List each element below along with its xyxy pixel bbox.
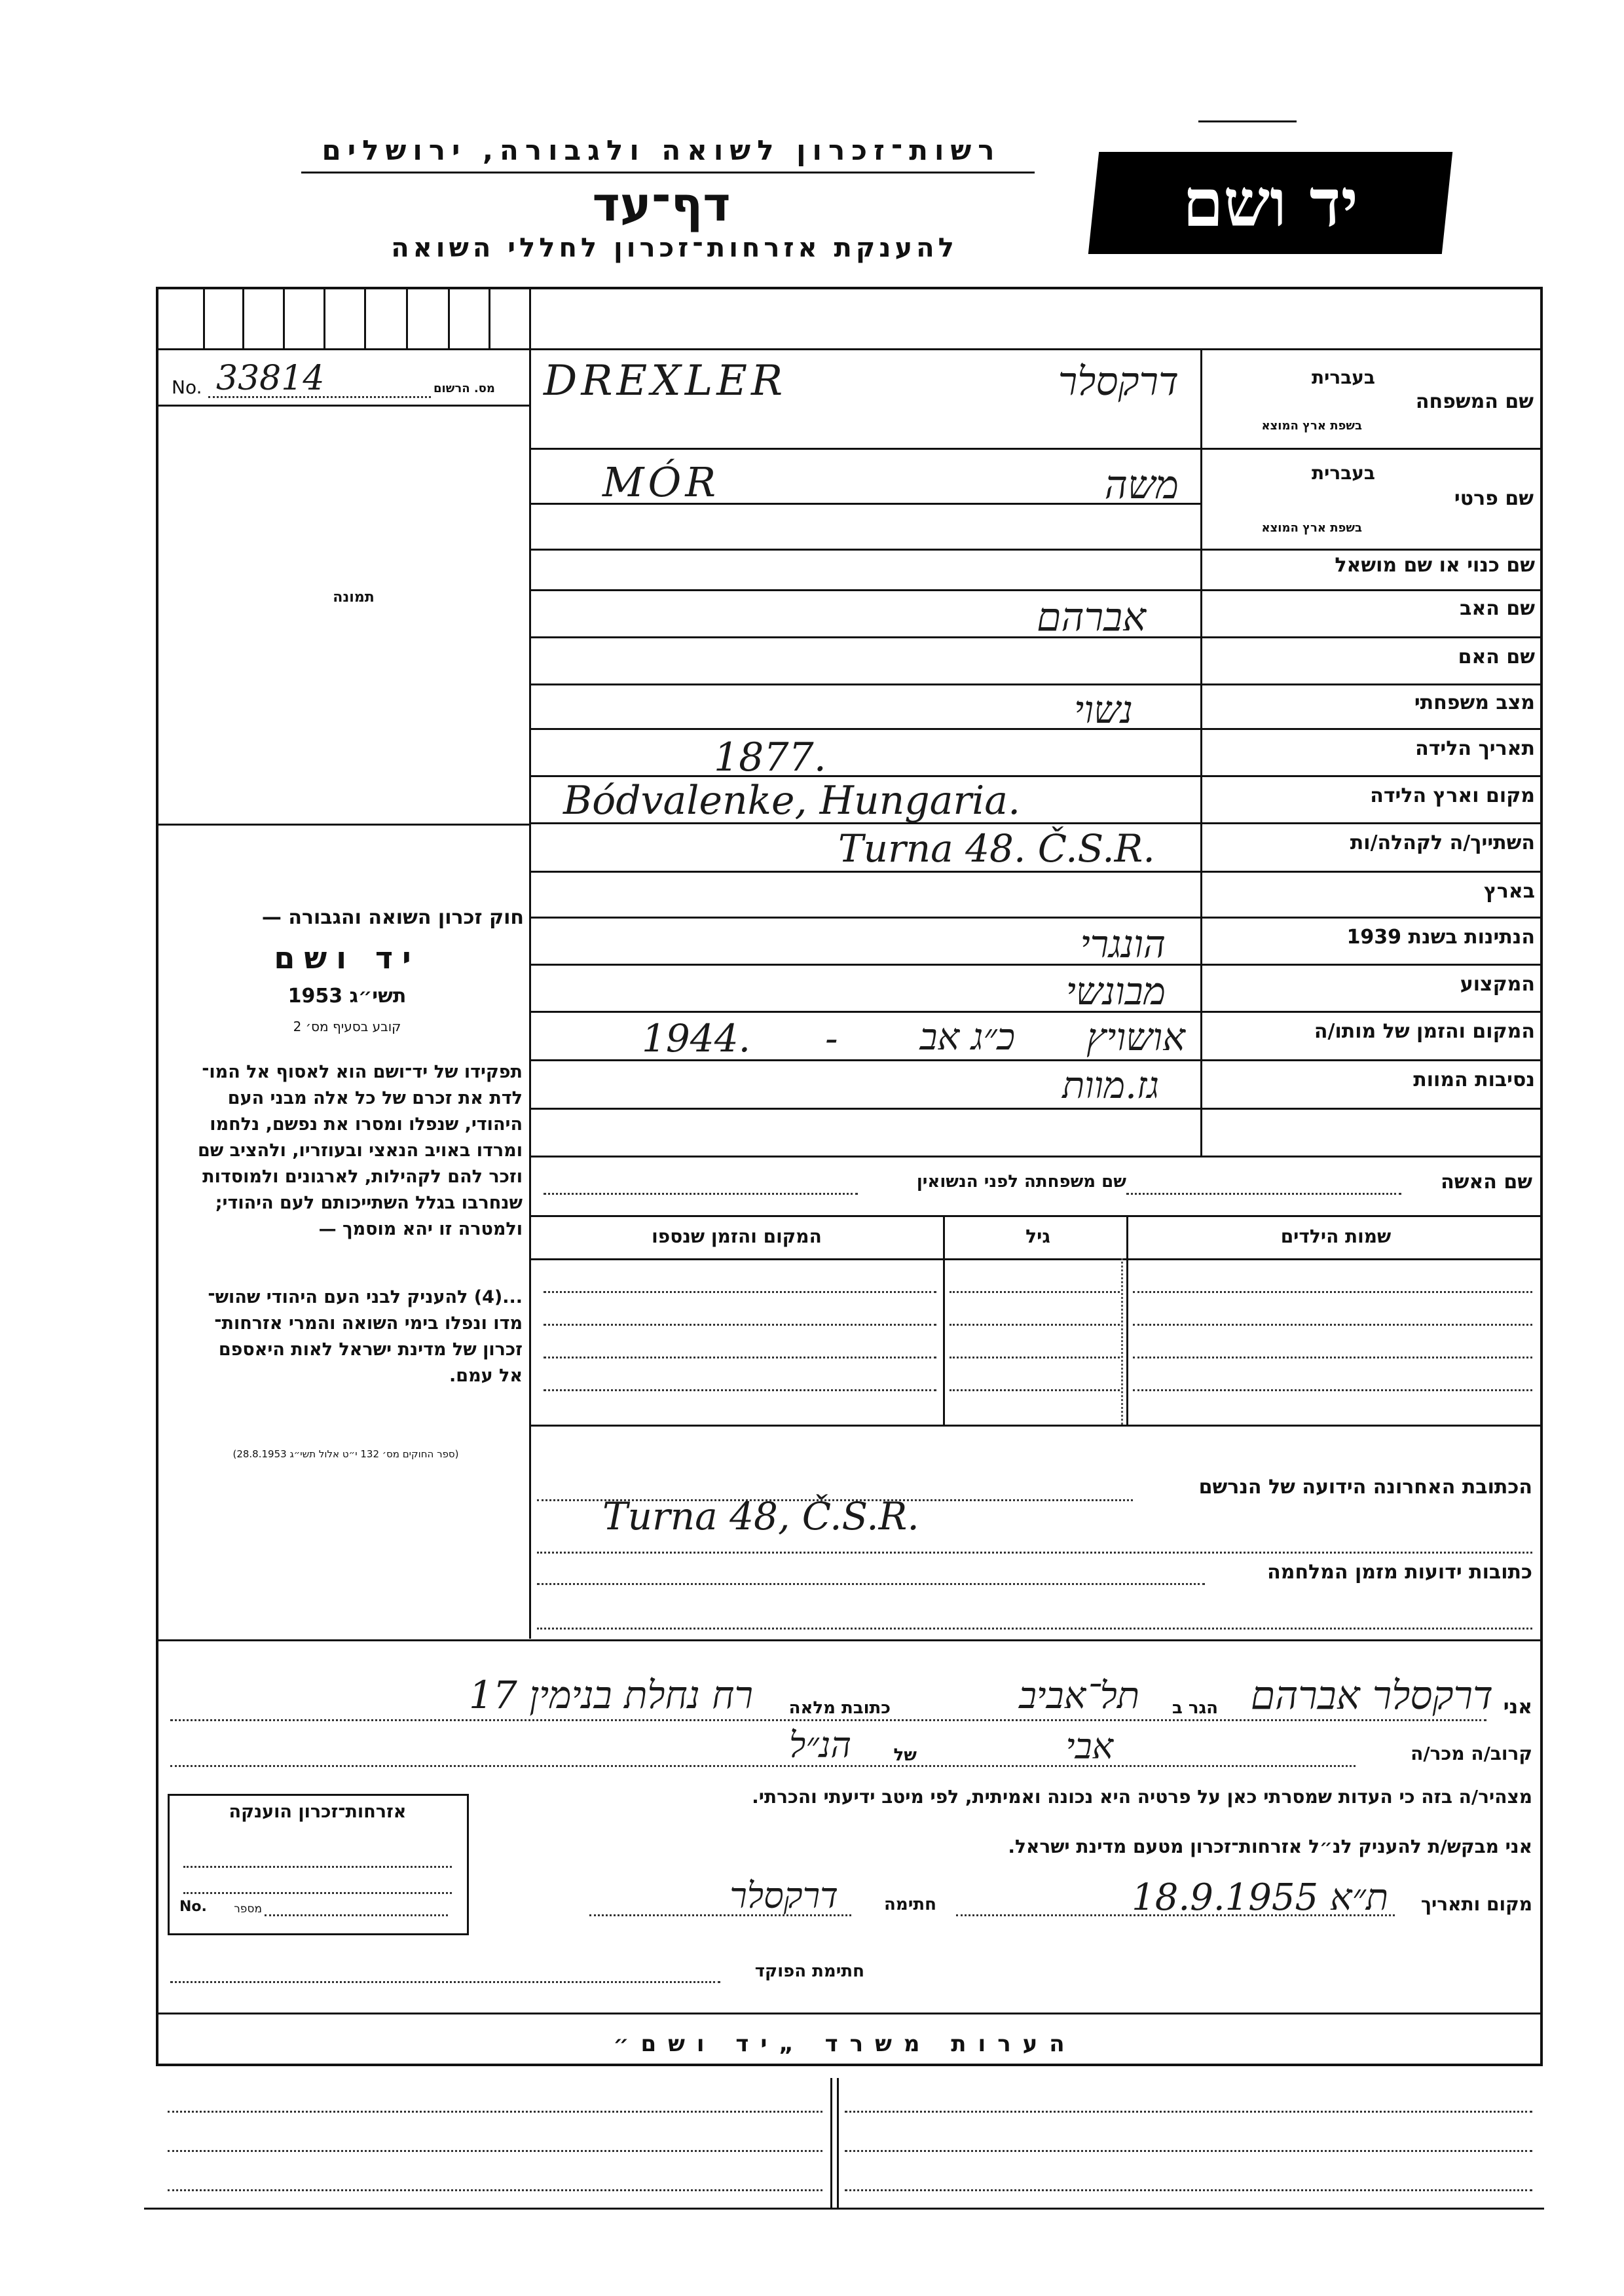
signature-value: דרקסלר: [729, 1875, 838, 1916]
children-row-dotline: [950, 1389, 1120, 1391]
yad-vashem-logo: [1088, 152, 1452, 254]
profession-label: המקצוע: [1460, 973, 1535, 996]
children-row-dotline: [950, 1291, 1120, 1293]
place-date-dotline: [956, 1914, 1395, 1916]
first-name-latin: MÓR: [602, 458, 720, 506]
registration-label: מס. הרשום: [434, 382, 495, 395]
hebrew-label-surname: בעברית: [1311, 367, 1375, 388]
death-year: 1944.: [642, 1016, 751, 1061]
row-line: [529, 1156, 1543, 1157]
full-address-label: כתובת מלאה: [788, 1698, 891, 1718]
citizenship-value: הונגרי: [1080, 922, 1166, 966]
relative-dotline: [170, 1765, 1356, 1767]
declaration-text: מצהיר/ה בזה כי העדות שמסרתי כאן על פרטיה היא נכונה ואמיתית, לפי מיטב ידיעתי והכרתי.: [752, 1786, 1532, 1808]
children-row-dotline: [1133, 1291, 1532, 1293]
remarks-dotline: [168, 2189, 822, 2191]
death-dash: -: [825, 1016, 838, 1061]
registration-no-prefix: No.: [172, 376, 202, 398]
citizenship-box-dotline: [183, 1866, 452, 1868]
children-divider-1: [943, 1215, 945, 1425]
first-name-label: שם פרטי: [1454, 487, 1534, 510]
law-paragraph-2: [169, 1285, 523, 1389]
children-bottom-line: [529, 1425, 1543, 1427]
remarks-dotline: [168, 2111, 822, 2113]
local-lang-label-firstname: בשפת ארץ המוצא: [1261, 521, 1362, 535]
authority-underline: [301, 172, 1035, 173]
children-row-dotline: [544, 1324, 936, 1326]
children-col-age: גיל: [1025, 1226, 1050, 1247]
law-clause: קובע בסעיף מס׳ 2: [293, 1019, 401, 1034]
row-line: [529, 448, 1543, 450]
children-row-dotline: [950, 1357, 1120, 1358]
declarant-city: תל־אביב: [1018, 1675, 1139, 1717]
row-line: [529, 775, 1543, 777]
surname-label: שם המשפחה: [1415, 390, 1534, 413]
declarant-ani: אני: [1503, 1696, 1532, 1719]
photo-bottom-line: [156, 824, 529, 826]
law-line: וזכר להם לקהילות, לארגונים ולמוסדות: [202, 1167, 523, 1187]
row-line: [529, 917, 1543, 919]
children-col-names: שמות הילדים: [1280, 1226, 1392, 1247]
marital-value: נשוי: [1074, 687, 1133, 732]
officer-label: חתימת הפוקד: [754, 1961, 864, 1981]
children-divider-2: [1126, 1215, 1128, 1425]
death-label: המקום והזמן של מותו/ה: [1314, 1020, 1535, 1043]
remarks-dotline: [845, 2111, 1532, 2113]
law-year: תשי״ג 1953: [287, 985, 407, 1008]
birthplace-value: Bódvalenke, Hungaria.: [563, 778, 1021, 824]
box-divider: [283, 287, 285, 348]
form-subtitle: להענקת אזרחות־זכרון לחללי השואה: [391, 233, 958, 263]
box-divider: [203, 287, 205, 348]
nickname-label: שם כנוי או שם מושאל: [1335, 554, 1535, 577]
children-row-dotline: [950, 1324, 1120, 1326]
remarks-dotline: [168, 2150, 822, 2152]
last-address-value: Turna 48, Č.S.R.: [602, 1494, 919, 1539]
children-row-dotline: [544, 1389, 936, 1391]
form-title: דף־עד: [592, 177, 731, 232]
wife-row-line: [529, 1215, 1543, 1217]
remarks-dotline: [845, 2150, 1532, 2152]
remarks-divider-2: [837, 2078, 839, 2208]
place-date-value: ת״א 18.9.1955: [1132, 1876, 1388, 1919]
registration-dotline: [208, 396, 431, 398]
law-line: היהודי, שנפלו ומסרו את נפשם, נלחמו: [210, 1114, 523, 1135]
profession-value: מבונשי: [1065, 969, 1166, 1013]
law-line: תפקידו של יד־ושם הוא לאסוף אל המו־: [202, 1062, 523, 1082]
law-line: ומרדו באויב הנאצי ובעוזריו, ולהציב שם: [197, 1140, 523, 1161]
resides-label: הגר ב: [1172, 1698, 1218, 1718]
surname-latin: DREXLER: [544, 357, 787, 405]
box-divider: [323, 287, 325, 348]
community-value: Turna 48. Č.S.R.: [838, 826, 1155, 871]
circumstances-value: גז.מוות: [1062, 1065, 1159, 1107]
place-date-label: מקום ותאריך: [1420, 1893, 1532, 1915]
wartime-address-label: כתובות ידועות מזמן המלחמה: [1267, 1561, 1532, 1584]
death-date-hebrew: כ״ג אב: [919, 1016, 1015, 1059]
of-label: של: [893, 1745, 917, 1765]
birthdate-label: תאריך הלידה: [1415, 737, 1535, 760]
law-line: לדת את זכרם של כל אלה מבני העם: [227, 1088, 523, 1108]
declarant-name: דרקסלר אברהם: [1250, 1673, 1493, 1719]
relative-label: קרוב/ה מכר/ה: [1411, 1743, 1532, 1764]
top-row-line: [156, 348, 1543, 350]
law-line: שנחרבו בגלל השתייכותם לעם היהודי;: [215, 1193, 523, 1213]
birthdate-value: 1877.: [714, 735, 826, 780]
local-lang-label-surname: בשפת ארץ המוצא: [1261, 419, 1362, 433]
logo-text: יד ושם: [1183, 164, 1358, 242]
row-line: [529, 589, 1543, 591]
address-bottom-line: [156, 1639, 1543, 1641]
children-row-dotline: [544, 1291, 936, 1293]
registration-line: [156, 405, 529, 407]
citizenship-box-no-dotline: [265, 1914, 448, 1916]
death-place: אושויץ: [1086, 1015, 1185, 1059]
children-row-dotline: [1133, 1357, 1532, 1358]
wartime-dotline-2: [537, 1628, 1532, 1630]
photo-label: תמונה: [333, 589, 375, 606]
wife-dotline: [1126, 1193, 1401, 1195]
corner-mark: [1198, 120, 1297, 122]
remarks-title: הערות משרד „יד ושם״: [613, 2031, 1077, 2057]
wife-label: שם האשה: [1441, 1171, 1532, 1194]
citizenship-box-dotline-2: [183, 1892, 452, 1894]
children-row-dotline: [544, 1357, 936, 1358]
citizenship-box-no: No.: [179, 1899, 207, 1915]
law-line: זכרון של מדינת ישראל לאות היאספם: [218, 1339, 523, 1360]
law-line: ולמטרה זו יהא מוסמך —: [318, 1219, 523, 1239]
declarant-full-address: רח נחלת בנימין 17: [468, 1673, 753, 1717]
law-paragraph: [169, 1059, 523, 1243]
remarks-divider: [830, 2078, 832, 2208]
of-value: הנ״ל: [789, 1724, 851, 1766]
authority-line: רשות־זכרון לשואה ולגבורה, ירושלים: [322, 134, 1001, 166]
box-divider: [489, 287, 490, 348]
community-label: השתייך/ה לקהלה/ות: [1350, 831, 1535, 854]
wartime-dotline: [537, 1583, 1205, 1585]
children-header-line: [529, 1258, 1543, 1260]
children-row-dotline: [1133, 1324, 1532, 1326]
box-divider: [364, 287, 366, 348]
citizenship-label: הנתינות בשנת 1939: [1346, 926, 1535, 949]
left-column-divider: [529, 287, 531, 1639]
registration-number: 33814: [216, 359, 325, 398]
declarant-dotline: [170, 1719, 1486, 1721]
marital-label: מצב משפחתי: [1414, 691, 1535, 714]
wife-maiden-dotline: [544, 1193, 858, 1195]
surname-hebrew: דרקסלר: [1058, 359, 1179, 405]
officer-dotline: [170, 1981, 720, 1983]
law-heading: חוק זכרון השואה והגבורה —: [261, 906, 524, 929]
declarant-bottom-line: [156, 2013, 1543, 2014]
declarant-relation: אבי: [1065, 1726, 1113, 1767]
children-col-place: המקום והזמן שנספו: [652, 1226, 822, 1247]
circumstances-label: נסיבות המוות: [1413, 1068, 1535, 1091]
first-name-hebrew: משה: [1104, 462, 1179, 508]
row-line: [529, 871, 1543, 873]
last-address-label: הכתובת האחרונה הידועה של הנרשם: [1198, 1476, 1532, 1499]
box-divider: [406, 287, 408, 348]
citizenship-box-title: אזרחות־זכרון הוענקה: [229, 1802, 407, 1822]
remarks-dotline: [845, 2189, 1532, 2191]
row-line: [529, 1108, 1543, 1110]
box-divider: [448, 287, 450, 348]
birthplace-label: מקום וארץ הלידה: [1370, 784, 1535, 807]
citizenship-box-number-label: מספר: [234, 1903, 262, 1916]
law-line: אל עמם.: [449, 1366, 523, 1386]
law-line: ...(4) להעניק לבני העם היהודי שהוש־: [208, 1287, 523, 1307]
wife-maiden-label: שם משפחתה לפני הנשואין: [916, 1172, 1126, 1192]
law-line: מדו ונפלו בימי השואה והמרי אזרחות־: [214, 1313, 523, 1334]
mother-label: שם האם: [1458, 646, 1535, 668]
row-line: [529, 549, 1543, 551]
bottom-frame-line: [144, 2208, 1544, 2210]
law-source: (ספר החוקים מס׳ 132 י״ט אלול תשי״ג 28.8.1953): [232, 1448, 459, 1460]
hebrew-label-firstname: בעברית: [1311, 462, 1375, 484]
father-label: שם האב: [1460, 597, 1535, 620]
request-text: אני מבקש/ת להעניק לנ״ל אזרחות־זכרון מטעם מדינת ישראל.: [1008, 1836, 1532, 1857]
signature-dotline: [589, 1914, 851, 1916]
box-divider: [242, 287, 244, 348]
father-value: אברהם: [1037, 594, 1146, 640]
last-address-dotline-2: [537, 1552, 1532, 1554]
signature-label: חתימה: [884, 1895, 936, 1914]
law-name: יד ושם: [274, 940, 420, 975]
children-dotted-divider: [1121, 1258, 1123, 1425]
country-label: בארץ: [1483, 880, 1535, 903]
label-column-divider: [1200, 348, 1202, 1156]
row-line: [529, 683, 1543, 685]
children-row-dotline: [1133, 1389, 1532, 1391]
